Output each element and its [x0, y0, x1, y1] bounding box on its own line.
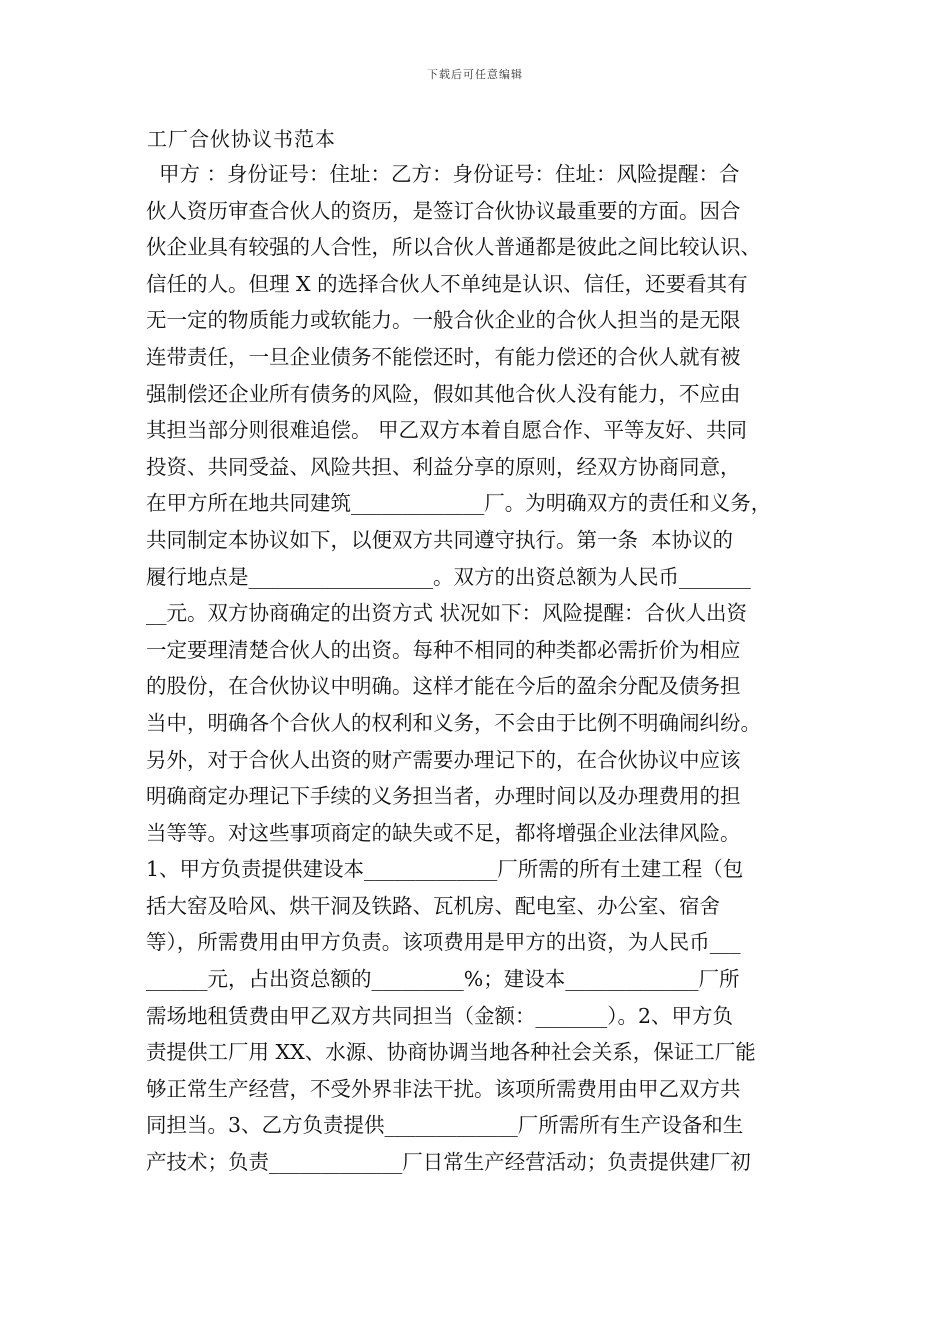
body-text-line: 需场地租赁费由甲乙双方共同担当（金额：_______）。2、甲方负 — [146, 1003, 734, 1028]
body-text-line: 的股份，在合伙协议中明确。这样才能在今后的盈余分配及债务担 — [146, 674, 741, 699]
body-text-line: 责提供工厂用 XX、水源、协商协调当地各种社会关系，保证工厂能 — [146, 1040, 756, 1065]
body-text-line: 共同制定本协议如下，以便双方共同遵守执行。第一条 本协议的 — [146, 527, 734, 552]
document-title: 工厂合伙协议书范本 — [147, 127, 336, 151]
body-text-line: 投资、共同受益、风险共担、利益分享的原则，经双方协商同意， — [146, 454, 741, 479]
body-text-line: 履行地点是__________________。双方的出资总额为人民币_______ — [146, 564, 751, 589]
body-text-line: 强制偿还企业所有债务的风险，假如其他合伙人没有能力，不应由 — [146, 381, 741, 406]
body-text-line: 产技术；负责_____________厂日常生产经营活动；负责提供建厂初 — [146, 1150, 751, 1175]
body-text-line: 一定要理清楚合伙人的出资。每种不相同的种类都必需折价为相应 — [146, 637, 741, 662]
body-text-line: 甲方 ：身份证号：住址：乙方：身份证号：住址：风险提醒：合 — [146, 162, 740, 186]
body-text-line: 无一定的物质能力或软能力。一般合伙企业的合伙人担当的是无限 — [146, 308, 741, 333]
body-text-line: 其担当部分则很难追偿。 甲乙双方本着自愿合作、平等友好、共同 — [146, 418, 748, 443]
body-text-line: 在甲方所在地共同建筑_____________厂。为明确双方的责任和义务， — [146, 491, 772, 516]
body-text-line: 伙人资历审查合伙人的资历，是签订合伙协议最重要的方面。因合 — [146, 198, 741, 223]
body-text-line: 连带责任，一旦企业债务不能偿还时，有能力偿还的合伙人就有被 — [146, 344, 741, 369]
body-text-line: 当等等。对这些事项商定的缺失或不足，都将增强企业法律风险。 — [146, 820, 741, 845]
body-text-line: 信任的人。但理 X 的选择合伙人不单纯是认识、信任，还要看其有 — [146, 271, 748, 296]
body-text-line: 另外，对于合伙人出资的财产需要办理记下的，在合伙协议中应该 — [146, 747, 741, 772]
body-text-line: 明确商定办理记下手续的义务担当者，办理时间以及办理费用的担 — [146, 784, 741, 809]
body-text-line: 等），所需费用由甲方负责。该项费用是甲方的出资，为人民币___ — [146, 930, 741, 955]
body-text-line: 1、甲方负责提供建设本_____________厂所需的所有土建工程（包 — [146, 857, 744, 882]
body-text-line: ______元，占出资总额的_________%；建设本_____________厂所 — [146, 967, 740, 992]
body-text-line: 同担当。3、乙方负责提供_____________厂所需所有生产设备和生 — [146, 1113, 744, 1138]
page-header-note: 下载后可任意编辑 — [427, 68, 523, 81]
body-text-line: 伙企业具有较强的人合性，所以合伙人普通都是彼此之间比较认识、 — [146, 235, 761, 260]
body-text-line: 括大窑及哈风、烘干洞及铁路、瓦机房、配电室、办公室、宿舍 — [146, 893, 720, 918]
body-text-line: __元。双方协商确定的出资方式 状况如下：风险提醒：合伙人出资 — [146, 601, 748, 626]
body-text-line: 够正常生产经营，不受外界非法干扰。该项所需费用由甲乙双方共 — [146, 1076, 741, 1101]
document-body — [146, 156, 826, 1181]
body-text-line: 当中，明确各个合伙人的权利和义务，不会由于比例不明确闹纠纷。 — [146, 710, 761, 735]
